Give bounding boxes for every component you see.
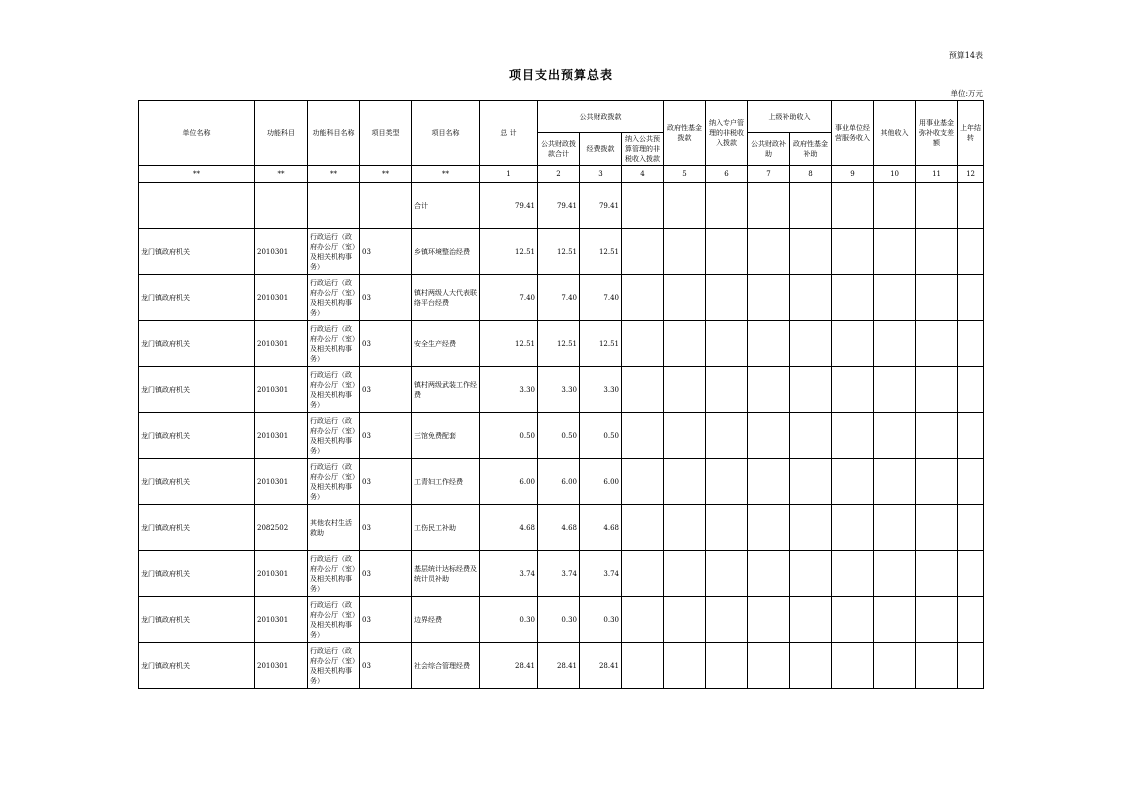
empty-cell [958,643,984,689]
empty-cell [832,551,874,597]
expense-cell: 3.30 [580,367,622,413]
proj-name-cell: 工青妇工作经费 [412,459,480,505]
table-row [139,551,984,597]
public-sum-cell: 0.30 [538,597,580,643]
empty-cell [664,597,706,643]
total-cell: 12.51 [480,229,538,275]
proj-name-cell: 边界经费 [412,597,480,643]
func-name-cell: 行政运行（政府办公厅（室）及相关机构事务） [308,275,360,321]
empty-cell [958,321,984,367]
empty-cell [916,551,958,597]
func-name-cell: 行政运行（政府办公厅（室）及相关机构事务） [308,229,360,275]
empty-cell [832,597,874,643]
unit-name-cell: 龙门镇政府机关 [139,505,255,551]
empty-cell [790,551,832,597]
public-sum-cell: 7.40 [538,275,580,321]
col-header-special-non-tax: 纳入专户管理的非税收入拨款 [706,101,748,166]
empty-cell [622,367,664,413]
empty-cell [916,367,958,413]
table-row [139,597,984,643]
col-header-superior-gov-fund: 政府性基金补助 [790,133,832,166]
empty-cell [748,505,790,551]
index-cell: 9 [832,166,874,183]
empty-cell [874,413,916,459]
empty-cell [958,229,984,275]
unit-name-cell: 龙门镇政府机关 [139,459,255,505]
empty-cell [832,229,874,275]
expense-cell: 6.00 [580,459,622,505]
total-cell: 0.50 [480,413,538,459]
proj-name-cell: 社会综合管理经费 [412,643,480,689]
empty-cell [622,551,664,597]
empty-cell [706,275,748,321]
empty-cell [706,643,748,689]
public-sum-cell: 6.00 [538,459,580,505]
budget-table [138,100,984,689]
empty-cell [790,413,832,459]
unit-name-cell: 龙门镇政府机关 [139,643,255,689]
empty-cell [706,413,748,459]
table-row [139,275,984,321]
proj-name-cell: 基层统计达标经费及统计员补助 [412,551,480,597]
index-cell: 8 [790,166,832,183]
proj-name-cell: 乡镇环境整治经费 [412,229,480,275]
empty-cell [706,229,748,275]
public-sum-cell: 0.50 [538,413,580,459]
func-code-cell: 2010301 [255,367,308,413]
unit-name-cell: 龙门镇政府机关 [139,275,255,321]
col-header-proj-type: 项目类型 [360,101,412,166]
empty-cell [664,643,706,689]
col-header-public-fiscal-sum: 公共财政拨款合计 [538,133,580,166]
public-sum-cell: 4.68 [538,505,580,551]
empty-cell [958,413,984,459]
index-cell: 11 [916,166,958,183]
proj-type-cell: 03 [360,597,412,643]
empty-cell [832,321,874,367]
unit-name-cell: 龙门镇政府机关 [139,597,255,643]
unit-name-cell: 龙门镇政府机关 [139,229,255,275]
func-name-cell: 行政运行（政府办公厅（室）及相关机构事务） [308,551,360,597]
empty-cell [706,459,748,505]
index-cell: 2 [538,166,580,183]
empty-cell [748,321,790,367]
index-cell: 1 [480,166,538,183]
unit-name-cell: 龙门镇政府机关 [139,321,255,367]
table-row [139,643,984,689]
proj-type-cell: 03 [360,321,412,367]
col-header-public-non-tax: 纳入公共预算管理的非税收入拨款 [622,133,664,166]
empty-cell [916,229,958,275]
index-cell: 12 [958,166,984,183]
unit-name-cell: 龙门镇政府机关 [139,413,255,459]
unit-name-cell: 龙门镇政府机关 [139,367,255,413]
index-cell: ** [412,166,480,183]
col-header-business-income: 事业单位经营服务收入 [832,101,874,166]
expense-cell: 12.51 [580,229,622,275]
empty-cell [664,551,706,597]
func-code-cell: 2010301 [255,229,308,275]
empty-cell [664,275,706,321]
empty-cell [916,413,958,459]
func-code-cell: 2010301 [255,321,308,367]
empty-cell [622,275,664,321]
empty-cell [874,643,916,689]
empty-cell [916,597,958,643]
col-header-func-code: 功能科目 [255,101,308,166]
index-row [139,166,984,183]
func-name-cell: 行政运行（政府办公厅（室）及相关机构事务） [308,367,360,413]
empty-cell [664,505,706,551]
total-cell: 3.30 [480,367,538,413]
empty-cell [832,643,874,689]
index-cell: 3 [580,166,622,183]
empty-cell [874,551,916,597]
empty-cell [748,413,790,459]
total-cell: 28.41 [480,643,538,689]
expense-cell: 28.41 [580,643,622,689]
empty-cell [832,505,874,551]
total-cell: 7.40 [480,275,538,321]
proj-type-cell: 03 [360,459,412,505]
expense-cell: 0.50 [580,413,622,459]
empty-cell [832,459,874,505]
table-row [139,459,984,505]
expense-cell: 4.68 [580,505,622,551]
total-cell: 4.68 [480,505,538,551]
empty-cell [664,229,706,275]
empty-cell [622,597,664,643]
empty-cell [790,321,832,367]
empty-cell [664,413,706,459]
expense-cell: 3.74 [580,551,622,597]
empty-cell [790,459,832,505]
empty-cell [790,505,832,551]
index-cell: ** [139,166,255,183]
func-code-cell: 2010301 [255,597,308,643]
public-sum-cell: 3.30 [538,367,580,413]
empty-cell [958,459,984,505]
empty-cell [748,459,790,505]
total-expense: 79.41 [580,183,622,229]
func-code-cell: 2010301 [255,275,308,321]
empty-cell [748,643,790,689]
empty-cell [958,597,984,643]
empty-cell [916,459,958,505]
total-public-sum: 79.41 [538,183,580,229]
func-name-cell: 行政运行（政府办公厅（室）及相关机构事务） [308,459,360,505]
col-header-public-fiscal: 公共财政拨款 [538,101,664,133]
empty-cell [706,551,748,597]
index-cell: ** [255,166,308,183]
func-name-cell: 行政运行（政府办公厅（室）及相关机构事务） [308,597,360,643]
col-header-total: 总 计 [480,101,538,166]
index-cell: ** [308,166,360,183]
proj-type-cell: 03 [360,413,412,459]
total-cell: 12.51 [480,321,538,367]
proj-name-cell: 三馆免费配套 [412,413,480,459]
index-cell: ** [360,166,412,183]
empty-cell [706,367,748,413]
func-name-cell: 行政运行（政府办公厅（室）及相关机构事务） [308,643,360,689]
func-code-cell: 2010301 [255,413,308,459]
empty-cell [874,597,916,643]
empty-cell [874,275,916,321]
empty-cell [958,275,984,321]
empty-cell [664,459,706,505]
func-code-cell: 2082502 [255,505,308,551]
empty-cell [916,505,958,551]
func-code-cell: 2010301 [255,643,308,689]
proj-name-cell: 工伤民工补助 [412,505,480,551]
func-code-cell: 2010301 [255,551,308,597]
expense-cell: 7.40 [580,275,622,321]
page-title: 项目支出预算总表 [508,68,613,82]
func-name-cell: 其他农村生活救助 [308,505,360,551]
table-row [139,367,984,413]
empty-cell [874,505,916,551]
expense-cell: 12.51 [580,321,622,367]
total-amount: 79.41 [480,183,538,229]
col-header-unit-name: 单位名称 [139,101,255,166]
empty-cell [790,367,832,413]
col-header-other-income: 其他收入 [874,101,916,166]
total-cell: 3.74 [480,551,538,597]
table-row [139,413,984,459]
empty-cell [874,321,916,367]
empty-cell [832,275,874,321]
proj-type-cell: 03 [360,551,412,597]
proj-type-cell: 03 [360,275,412,321]
table-row [139,505,984,551]
index-cell: 6 [706,166,748,183]
proj-type-cell: 03 [360,229,412,275]
col-header-fund-makeup: 用事业基金弥补收支差额 [916,101,958,166]
proj-type-cell: 03 [360,505,412,551]
empty-cell [622,321,664,367]
empty-cell [706,505,748,551]
expense-cell: 0.30 [580,597,622,643]
empty-cell [790,229,832,275]
func-name-cell: 行政运行（政府办公厅（室）及相关机构事务） [308,321,360,367]
func-name-cell: 行政运行（政府办公厅（室）及相关机构事务） [308,413,360,459]
empty-cell [706,597,748,643]
empty-cell [748,229,790,275]
empty-cell [748,551,790,597]
total-cell: 6.00 [480,459,538,505]
empty-cell [958,367,984,413]
empty-cell [622,229,664,275]
empty-cell [916,275,958,321]
proj-type-cell: 03 [360,367,412,413]
table-row [139,321,984,367]
unit-name-cell: 龙门镇政府机关 [139,551,255,597]
col-header-expense-alloc: 经费拨款 [580,133,622,166]
empty-cell [874,229,916,275]
proj-name-cell: 安全生产经费 [412,321,480,367]
total-cell: 0.30 [480,597,538,643]
proj-name-cell: 镇村两级武装工作经费 [412,367,480,413]
empty-cell [748,597,790,643]
col-header-carryover: 上年结转 [958,101,984,166]
empty-cell [664,321,706,367]
empty-cell [958,505,984,551]
empty-cell [622,459,664,505]
empty-cell [790,597,832,643]
empty-cell [916,321,958,367]
empty-cell [958,551,984,597]
empty-cell [832,413,874,459]
table-row [139,229,984,275]
proj-name-cell: 镇村两级人大代表联络平台经费 [412,275,480,321]
empty-cell [790,643,832,689]
index-cell: 7 [748,166,790,183]
col-header-gov-fund: 政府性基金拨款 [664,101,706,166]
empty-cell [790,275,832,321]
empty-cell [622,505,664,551]
empty-cell [748,275,790,321]
empty-cell [874,459,916,505]
unit-label: 单位:万元 [950,89,983,98]
public-sum-cell: 12.51 [538,229,580,275]
total-row [139,183,984,229]
empty-cell [622,413,664,459]
empty-cell [664,367,706,413]
public-sum-cell: 3.74 [538,551,580,597]
col-header-proj-name: 项目名称 [412,101,480,166]
func-code-cell: 2010301 [255,459,308,505]
col-header-superior-public: 公共财政补助 [748,133,790,166]
public-sum-cell: 12.51 [538,321,580,367]
col-header-func-name: 功能科目名称 [308,101,360,166]
empty-cell [706,321,748,367]
total-label: 合计 [412,183,480,229]
empty-cell [622,643,664,689]
empty-cell [916,643,958,689]
index-cell: 4 [622,166,664,183]
col-header-superior-subsidy: 上级补助收入 [748,101,832,133]
empty-cell [832,367,874,413]
empty-cell [874,367,916,413]
proj-type-cell: 03 [360,643,412,689]
form-number: 预算14表 [948,51,983,60]
index-cell: 5 [664,166,706,183]
index-cell: 10 [874,166,916,183]
empty-cell [748,367,790,413]
public-sum-cell: 28.41 [538,643,580,689]
